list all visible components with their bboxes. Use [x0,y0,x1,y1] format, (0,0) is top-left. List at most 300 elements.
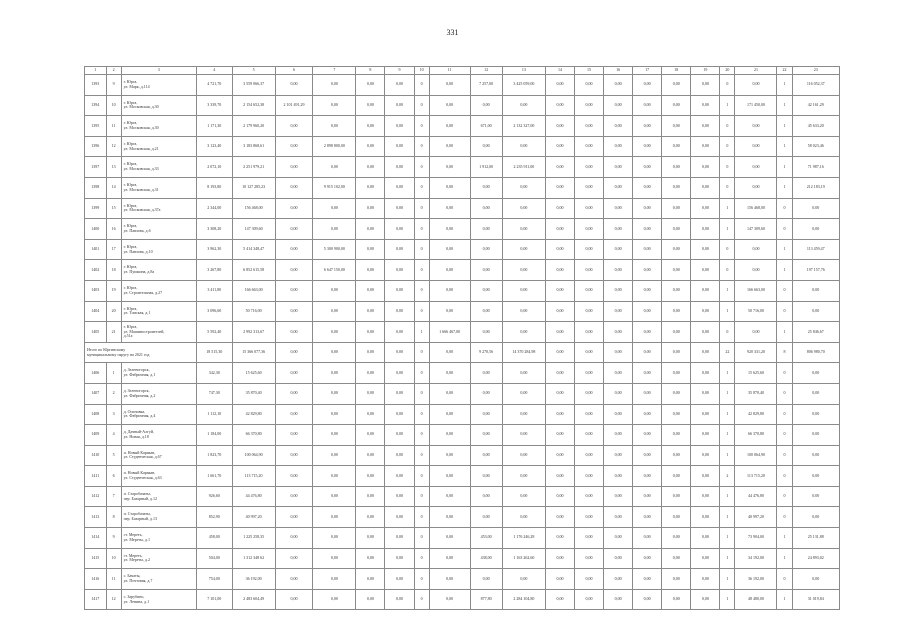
table-cell: 0,00 [275,301,313,322]
table-cell: 0,00 [385,95,414,116]
table-cell: 0,00 [275,425,313,446]
table-cell: 0,00 [691,157,720,178]
table-cell: 25 846,67 [792,322,839,343]
table-cell: 0,00 [502,445,545,466]
table-cell: 0,00 [574,507,603,528]
table-cell: 0,00 [356,280,385,301]
table-cell: 0,00 [429,466,470,487]
table-cell: 0,00 [429,445,470,466]
table-cell: 0,00 [662,528,691,549]
subtotal-cell: 0 [414,342,429,363]
address-cell: п. Старобачаты, пер. Базарный, д.13 [121,507,196,528]
table-cell: 0,00 [604,239,633,260]
table-cell: 1 184,00 [197,425,233,446]
table-cell: 453,00 [470,528,502,549]
table-cell: 1 [720,528,735,549]
address-cell: с. Бачаты, ул. Почтовая, д.7 [121,569,196,590]
table-cell: 0,00 [275,383,313,404]
address-cell: г. Юрга, ул. Павлова, д.6 [121,219,196,240]
table-cell: 48 480,00 [735,589,777,610]
table-cell: 0,00 [545,157,574,178]
table-row [85,548,840,569]
table-cell: 0,00 [313,507,356,528]
table-cell: 0,00 [429,157,470,178]
table-cell: 0,00 [356,157,385,178]
table-cell: 0,00 [470,466,502,487]
table-cell: 0 [414,404,429,425]
table-cell: 0,00 [792,445,839,466]
table-cell: 3 425 059,00 [502,75,545,96]
table-cell: 2 992 313,67 [232,322,275,343]
table-cell: 1 [720,95,735,116]
table-cell: 6 852 615,58 [232,260,275,281]
table-cell: 36 192,00 [735,569,777,590]
table-cell: 0,00 [574,198,603,219]
table-cell: 0,00 [574,75,603,96]
table-cell: 1414 [85,528,107,549]
table-cell: 45 633,20 [792,116,839,137]
table-cell: 0,00 [275,486,313,507]
table-cell: 0,00 [691,177,720,198]
column-number: 22 [777,67,792,75]
table-cell: 0,00 [735,322,777,343]
table-cell: 0 [777,486,792,507]
table-cell: 10 127 285,23 [232,177,275,198]
table-cell: 212 183,19 [792,177,839,198]
address-cell: д. Зеленогорск, ул. Фабричная, д.2 [121,383,196,404]
table-cell: 1417 [85,589,107,610]
table-cell: 7 257,00 [470,75,502,96]
table-cell: 1 [720,219,735,240]
table-cell: 6 647 150,00 [313,260,356,281]
table-row [85,177,840,198]
table-cell: 0,00 [385,486,414,507]
table-cell: 0,00 [470,136,502,157]
table-cell: 0,00 [313,157,356,178]
table-cell: 0,00 [735,177,777,198]
table-cell: 9 [106,75,121,96]
table-cell: 1399 [85,198,107,219]
table-cell: 458,00 [197,528,233,549]
table-cell: 0,00 [356,260,385,281]
table-cell: 0,00 [313,548,356,569]
table-cell: 0,00 [604,363,633,384]
table-cell: 0,00 [502,363,545,384]
table-cell: 0,00 [662,301,691,322]
table-cell: 0,00 [275,116,313,137]
table-cell: 1 661,70 [197,466,233,487]
table-cell: 877,80 [470,589,502,610]
table-row [85,404,840,425]
table-cell: 1 [777,136,792,157]
table-cell: 0,00 [429,528,470,549]
table-cell: 0,00 [429,301,470,322]
table-cell: 0,00 [662,219,691,240]
table-cell: 2 344,00 [197,198,233,219]
table-cell: 0,00 [385,528,414,549]
table-cell: 0,00 [662,569,691,590]
table-cell: 0,00 [313,445,356,466]
table-cell: 11 [106,569,121,590]
table-cell: 0,00 [604,425,633,446]
table-cell: 0,00 [604,589,633,610]
table-cell: 0,00 [313,219,356,240]
table-cell: 24 893,02 [792,548,839,569]
table-cell: 147 309,60 [232,219,275,240]
subtotal-cell: 0,00 [356,342,385,363]
table-cell: 1 [720,383,735,404]
table-cell: 3 411,80 [197,280,233,301]
table-cell: 18 [106,260,121,281]
address-cell: г. Юрга, ул. Московская, д.33 [121,157,196,178]
subtotal-cell: 0,00 [574,342,603,363]
table-cell: 0,00 [662,363,691,384]
table-cell: 0 [414,528,429,549]
subtotal-cell: 8 [777,342,792,363]
table-cell: 2 898 800,00 [313,136,356,157]
table-cell: 0,00 [429,363,470,384]
column-number: 1 [85,67,107,75]
table-cell: 0,00 [429,75,470,96]
table-cell: 0,00 [545,322,574,343]
table-cell: 2 284 104,80 [502,589,545,610]
table-row [85,322,840,343]
table-cell: 0 [414,569,429,590]
table-cell: 40 997,20 [735,507,777,528]
table-cell: 1 [777,589,792,610]
table-cell: 0,00 [633,198,662,219]
table-cell: 852,90 [197,507,233,528]
table-cell: 0 [777,363,792,384]
table-cell: 0,00 [356,322,385,343]
table-cell: 0 [777,507,792,528]
subtotal-cell: 806 980,70 [792,342,839,363]
table-cell: 1412 [85,486,107,507]
table-cell: 0,00 [502,260,545,281]
table-cell: 166 663,00 [232,280,275,301]
table-cell: 0,00 [356,95,385,116]
table-cell: 0,00 [633,75,662,96]
table-cell: 3 123,40 [197,136,233,157]
table-cell: 0,00 [604,569,633,590]
table-cell: 9 [106,528,121,549]
table-cell: 0,00 [385,507,414,528]
table-cell: 0,00 [470,280,502,301]
table-cell: 25 131,88 [792,528,839,549]
table-cell: 0,00 [691,404,720,425]
table-cell: 0,00 [385,75,414,96]
table-cell: 66 370,80 [735,425,777,446]
table-cell: 2 101 491,29 [275,95,313,116]
column-number: 20 [720,67,735,75]
subtotal-cell: 920 331,20 [735,342,777,363]
table-cell: 0,00 [429,198,470,219]
table-cell: 0,00 [470,219,502,240]
table-cell: 1 176 246,28 [502,528,545,549]
table-cell: 0,00 [385,322,414,343]
table-cell: 147 309,60 [735,219,777,240]
table-cell: 113 715,20 [735,466,777,487]
table-cell: 1 112,10 [197,404,233,425]
table-cell: 0,00 [574,466,603,487]
table-cell: 0,00 [429,136,470,157]
table-cell: 0 [414,383,429,404]
table-cell: 0,00 [313,363,356,384]
table-cell: 7 101,00 [197,589,233,610]
table-cell: 1 823,70 [197,445,233,466]
table-cell: 0,00 [385,301,414,322]
table-cell: 342,30 [197,363,233,384]
table-cell: 1 [777,239,792,260]
table-cell: 0,00 [385,425,414,446]
table-cell: 0,00 [356,445,385,466]
table-cell: 13 [106,157,121,178]
table-cell: 0,00 [604,528,633,549]
table-cell: 0,00 [691,239,720,260]
table-cell: 0,00 [275,569,313,590]
table-cell: 0,00 [662,466,691,487]
table-cell: 0 [414,198,429,219]
table-cell: 0,00 [385,548,414,569]
table-cell: 0,00 [429,116,470,137]
table-cell: 0,00 [662,75,691,96]
table-cell: 0,00 [574,569,603,590]
table-cell: 0 [414,589,429,610]
table-row [85,136,840,157]
table-cell: 926,60 [197,486,233,507]
table-cell: 0,00 [662,177,691,198]
subtotal-cell: 0,00 [691,342,720,363]
table-cell: 671,00 [470,116,502,137]
table-cell: 0 [777,569,792,590]
table-cell: 0,00 [385,198,414,219]
table-cell: 0,00 [385,589,414,610]
table-cell: 1411 [85,466,107,487]
table-row [85,507,840,528]
table-cell: 0,00 [691,486,720,507]
table-row [85,445,840,466]
table-cell: 0,00 [604,157,633,178]
table-cell: 0,00 [604,507,633,528]
table-cell: 0,00 [691,280,720,301]
table-row [85,569,840,590]
table-cell: 6 [106,466,121,487]
table-cell: 0 [720,75,735,96]
table-cell: 0,00 [604,95,633,116]
table-cell: 0,00 [662,425,691,446]
table-cell: 0,00 [574,425,603,446]
table-cell: 0,00 [662,322,691,343]
address-cell: г. Юрга, ул. Павлова, д.10 [121,239,196,260]
table-cell: 1409 [85,425,107,446]
table-cell: 0,00 [429,507,470,528]
table-cell: 0,00 [662,445,691,466]
table-cell: 0,00 [604,75,633,96]
table-cell: 0,00 [275,198,313,219]
table-cell: 0,00 [275,177,313,198]
table-cell: 166 663,00 [735,280,777,301]
table-cell: 0,00 [633,425,662,446]
column-number: 6 [275,67,313,75]
table-cell: 1 [720,425,735,446]
table-cell: 0,00 [502,466,545,487]
table-cell: 1 312 348 62 [232,548,275,569]
table-cell: 1 [777,528,792,549]
table-cell: 0,00 [356,589,385,610]
table-cell: 0,00 [313,425,356,446]
table-cell: 0 [720,177,735,198]
table-cell: 0,00 [470,569,502,590]
table-cell: 0,00 [545,383,574,404]
table-cell: 1416 [85,569,107,590]
table-cell: 0,00 [502,383,545,404]
table-cell: 0,00 [429,239,470,260]
table-cell: 0 [720,116,735,137]
column-number: 16 [604,67,633,75]
table-cell: 0,00 [313,95,356,116]
table-cell: 1400 [85,219,107,240]
table-cell: 0,00 [313,198,356,219]
page-number: 331 [446,28,459,37]
table-cell: 1 [777,116,792,137]
table-cell: 0,00 [792,280,839,301]
table-cell: 0,00 [604,404,633,425]
table-cell: 0,00 [313,404,356,425]
column-number: 21 [735,67,777,75]
subtotal-cell: 0,00 [633,342,662,363]
table-cell: 0,00 [385,239,414,260]
table-cell: 0 [414,425,429,446]
table-cell: 0,00 [470,198,502,219]
address-cell: г. Юрга, ул. Московская, д.30 [121,95,196,116]
table-cell: 1 [777,157,792,178]
table-cell: 15 [106,198,121,219]
column-number: 14 [545,67,574,75]
table-cell: 1 [720,280,735,301]
table-cell: 0,00 [313,383,356,404]
table-cell: 0,00 [313,528,356,549]
table-cell: 0,00 [385,363,414,384]
table-cell: 0,00 [735,157,777,178]
table-cell: 0 [720,239,735,260]
column-number: 2 [106,67,121,75]
table-cell: 0,00 [385,157,414,178]
table-cell: 16 [106,219,121,240]
table-cell: 0,00 [429,260,470,281]
table-cell: 0,00 [662,116,691,137]
table-cell: 0 [777,198,792,219]
table-cell: 0,00 [604,177,633,198]
address-cell: д. Зеленогорск, ул. Фабричная, д.1 [121,363,196,384]
address-cell: п. Новый Каракан, ул. Студенческая, д.63 [121,466,196,487]
table-cell: 0,00 [275,322,313,343]
table-row [85,425,840,446]
table-cell: 0,00 [633,301,662,322]
table-cell: 2 179 960,20 [232,116,275,137]
table-cell: 42 829,80 [735,404,777,425]
table-cell: 0,00 [574,548,603,569]
table-cell: 1396 [85,136,107,157]
table-cell: 0 [414,466,429,487]
table-cell: 0,00 [691,301,720,322]
address-cell: п. Новый Каракан, ул. Студенческая, д.67 [121,445,196,466]
table-cell: 0 [777,425,792,446]
table-cell: 0,00 [662,198,691,219]
table-cell: 0,00 [545,280,574,301]
table-cell: 0,00 [429,177,470,198]
table-cell: 0 [777,280,792,301]
table-cell: 0,00 [545,177,574,198]
table-cell: 0,00 [735,116,777,137]
table-cell: 1 [777,95,792,116]
table-cell: 0,00 [275,157,313,178]
address-cell: д. Дачный-Алгуй, ул. Новая, д.18 [121,425,196,446]
table-cell: 0,00 [356,239,385,260]
table-cell: 1404 [85,301,107,322]
table-cell: 0,00 [604,548,633,569]
table-cell: 0 [777,445,792,466]
table-cell: 42 829,80 [232,404,275,425]
subtotal-cell: 0,00 [662,342,691,363]
table-cell: 0,00 [604,383,633,404]
table-cell: 2 072,10 [197,157,233,178]
table-cell: 0 [777,404,792,425]
table-cell: 0,00 [545,301,574,322]
table-cell: 9 915 102,00 [313,177,356,198]
table-cell: 0,00 [313,569,356,590]
table-cell: 0,00 [313,280,356,301]
column-number: 18 [662,67,691,75]
table-cell: 0,00 [275,445,313,466]
table-cell: 0,00 [429,569,470,590]
table-cell: 0,00 [792,466,839,487]
table-cell: 0,00 [792,198,839,219]
address-cell: г. Юрга, ул. Томская, д.1 [121,301,196,322]
table-cell: 3 339,70 [197,95,233,116]
table-cell: 0,00 [691,589,720,610]
table-cell: 0,00 [662,589,691,610]
table-cell: 0,00 [633,569,662,590]
table-cell: 0,00 [662,507,691,528]
table-cell: 58 023,46 [792,136,839,157]
table-cell: 0,00 [633,177,662,198]
table-row [85,383,840,404]
table-cell: 0,00 [356,548,385,569]
table-cell: 100 064,90 [735,445,777,466]
subtotal-cell: 0,00 [385,342,414,363]
table-cell: 3 [106,404,121,425]
table-cell: 0 [777,219,792,240]
table-cell: 0 [777,301,792,322]
table-cell: 0,00 [691,528,720,549]
table-cell: 0,00 [574,322,603,343]
column-number: 5 [232,67,275,75]
table-cell: 0 [414,75,429,96]
table-cell: 3 308,20 [197,219,233,240]
table-cell: 3 096,60 [197,301,233,322]
column-number: 10 [414,67,429,75]
table-cell: 156 468,00 [735,198,777,219]
table-cell: 40 997,20 [232,507,275,528]
table-cell: 2 235 911,00 [502,157,545,178]
table-cell: 0 [777,383,792,404]
column-number: 12 [470,67,502,75]
table-cell: 0,00 [691,383,720,404]
table-cell: 5 300 900,00 [313,239,356,260]
table-cell: 0,00 [604,466,633,487]
table-cell: 12 [106,589,121,610]
table-cell: 0,00 [356,301,385,322]
